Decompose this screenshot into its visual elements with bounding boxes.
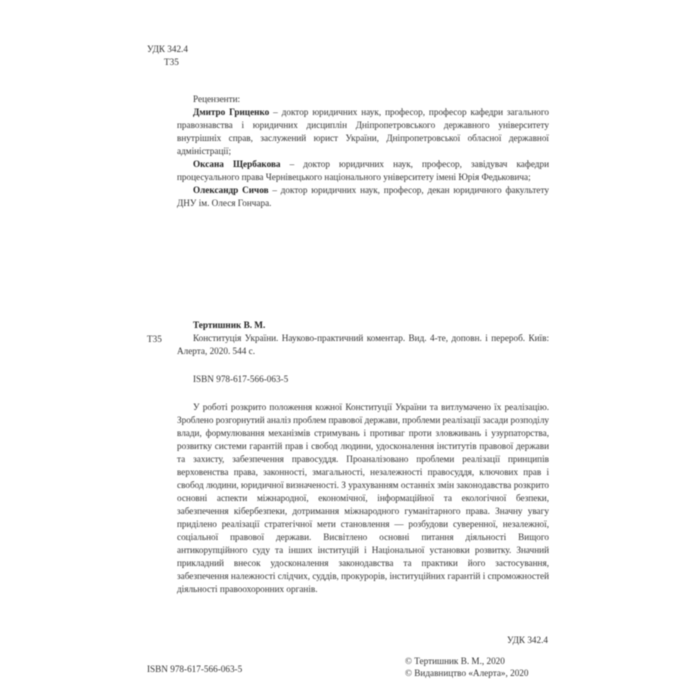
- reviewer-name: Дмитро Гриценко: [193, 107, 270, 117]
- footer-udc: УДК 342.4: [507, 635, 548, 645]
- copyright-publisher: © Видавництво «Алерта», 2020: [405, 668, 529, 678]
- footer-isbn: ISBN 978-617-566-063-5: [147, 664, 243, 674]
- reviewers-title: Рецензенти:: [193, 94, 241, 104]
- catalog-code: Т35: [147, 334, 162, 344]
- catalog-section: [177, 319, 549, 596]
- catalog-isbn: ISBN 978-617-566-063-5: [193, 374, 289, 384]
- copyright-author: © Тертишник В. М., 2020: [405, 656, 505, 666]
- reviewer-desc: – доктор юридичних наук, професор, декан юридичного факультету ДНУ ім. Олеся Гончара.: [177, 185, 549, 208]
- reviewer-3: [177, 184, 549, 210]
- catalog-author: [177, 319, 549, 332]
- reviewer-name: Оксана Щербакова: [193, 159, 281, 169]
- catalog-title: Конституція України. Науково-практичний коментар. Вид. 4-те, доповн. і перероб. Київ: Алерта, 2020. 544 с.: [177, 333, 549, 356]
- reviewer-desc: – доктор юридичних наук, професор, завідувач кафедри процесуального права Чернівецького національного університету імені Юрія Федьковича;: [177, 159, 549, 182]
- reviewer-name: Олександр Сичов: [193, 185, 269, 195]
- reviewer-2: [177, 158, 549, 184]
- reviewer-1: [177, 106, 549, 158]
- author-mark: Т35: [164, 57, 179, 67]
- catalog-abstract: У роботі розкрито положення кожної Конституції України та витлумачено їх реалізацію. Зроблено розгорнутий аналіз проблем правової держави, проблеми реалізації засади розподілу влади, формулювання механізмів стримувань і противаг проти зловживань і узурпаторства, розвитку системи гарантій прав і свобод людини, удосконалення інститутів правової держави та захисту, забезпечення правосуддя. Проаналізовано проблеми реалізації принципів верховенства права, законності, змагальності, незалежності правосуддя, ключових прав і свобод людини, юридичної визначеності. З урахуванням останніх змін законодавства розкрито основні аспекти міжнародної, економічної, інформаційної та екологічної безпеки, забезпечення кібербезпеки, дотримання міжнародного гуманітарного права. Значну увагу приділено реалізації стратегічної мети становлення — розбудови суверенної, незалежної, соціальної правової держави. Висвітлено основні питання діяльності Вищого антикорупційного суду та інших інституцій і Національної установки розвитку. Значний прикладний внесок удосконалення законодавства та практики його застосування, забезпечення належності слідчих, суддів, прокурорів, інституційних гарантій і спроможностей діяльності правоохоронних органів.: [177, 402, 549, 594]
- author-name: Тертишник В. М.: [193, 320, 266, 330]
- udc-code: УДК 342.4: [147, 44, 188, 54]
- reviewers-section: [177, 93, 549, 210]
- reviewer-desc: – доктор юридичних наук, професор, професор кафедри загального правознавства і юридичних дисциплін Дніпропетровського державного університету внутрішніх справ, заслужений юрист України, Дніпропетровської обласної державної адміністрації;: [177, 107, 549, 156]
